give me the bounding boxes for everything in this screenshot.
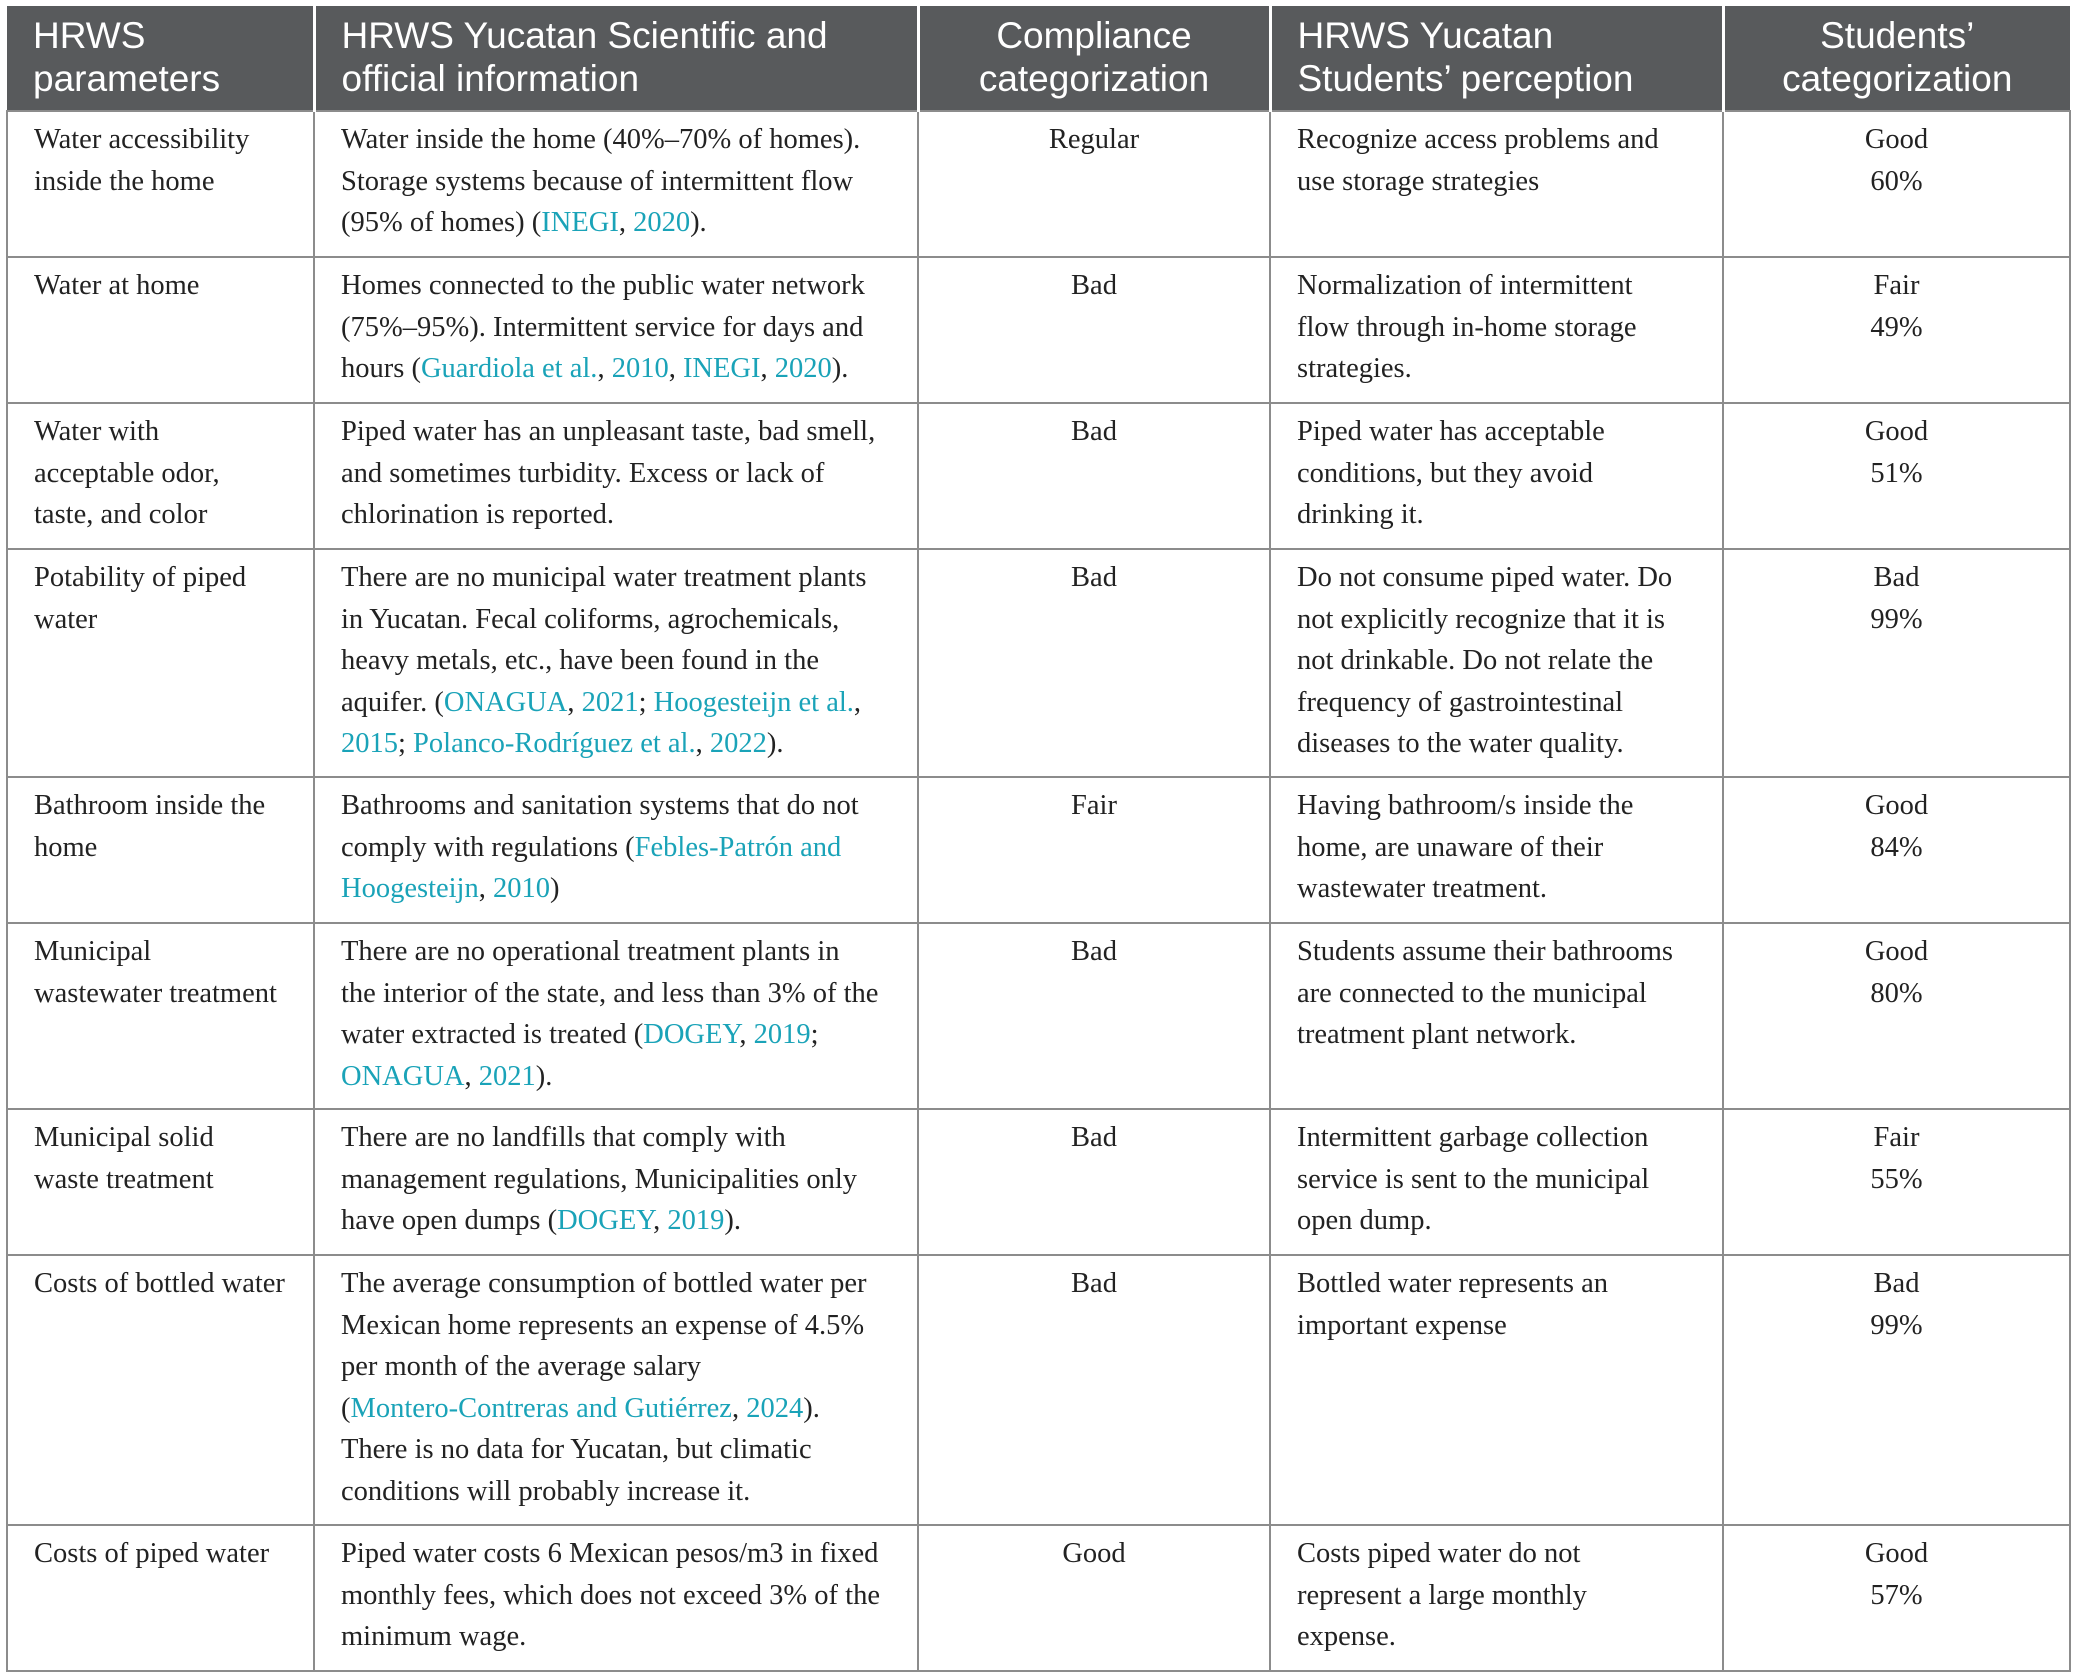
citation-link[interactable]: 2020 bbox=[633, 207, 691, 238]
citation-link[interactable]: 2015 bbox=[341, 728, 398, 759]
perception-cell: Having bathroom/s inside the home, are unaware of their wastewater treatment. bbox=[1270, 777, 1723, 923]
compliance-cell: Bad bbox=[918, 257, 1270, 403]
compliance-cell: Bad bbox=[918, 1255, 1270, 1525]
student-category-cell: Bad 99% bbox=[1723, 549, 2070, 777]
citation-link[interactable]: Montero-Contreras and Gutiérrez bbox=[350, 1392, 732, 1424]
citation-link[interactable]: Hoogesteijn bbox=[341, 873, 479, 904]
citation-link[interactable]: Guardiola et al. bbox=[420, 353, 598, 384]
citation-link[interactable]: ONAGUA bbox=[443, 686, 568, 718]
table-row bbox=[7, 1255, 2070, 1525]
citation-link[interactable]: 2021 bbox=[478, 1060, 536, 1092]
student-category-cell: Bad 99% bbox=[1723, 1255, 2070, 1525]
compliance-cell: Bad bbox=[918, 1109, 1270, 1255]
compliance-cell: Good bbox=[918, 1525, 1270, 1671]
perception-cell: Normalization of intermittent flow through in-home storage strategies. bbox=[1270, 257, 1723, 403]
parameter-cell: Potability of piped water bbox=[7, 549, 314, 777]
info-cell: There are no municipal water treatment plants in Yucatan. Fecal coliforms, agrochemicals, heavy metals, etc., have been found in the aquifer. (ONAGUA, 2021; Hoogesteijn et al., 2015; Polanco-Rodríguez et al., 2022). bbox=[314, 549, 918, 777]
table-row bbox=[7, 1525, 2070, 1671]
header-scientific-official-info: HRWS Yucatan Scientific and official information bbox=[314, 6, 918, 111]
citation-link[interactable]: ONAGUA bbox=[341, 1060, 465, 1092]
table-row bbox=[7, 111, 2070, 257]
info-cell: Piped water has an unpleasant taste, bad smell, and sometimes turbidity. Excess or lack of chlorination is reported. bbox=[314, 403, 918, 549]
citation-link[interactable]: 2022 bbox=[709, 728, 767, 759]
perception-cell: Do not consume piped water. Do not explicitly recognize that it is not drinkable. Do not relate the frequency of gastrointestinal diseases to the water quality. bbox=[1270, 549, 1723, 777]
parameter-cell: Municipal solid waste treatment bbox=[7, 1109, 314, 1255]
citation-link[interactable]: 2020 bbox=[774, 353, 832, 384]
info-cell: Homes connected to the public water network (75%–95%). Intermittent service for days and hours (Guardiola et al., 2010, INEGI, 2020). bbox=[314, 257, 918, 403]
table-row bbox=[7, 549, 2070, 777]
perception-cell: Piped water has acceptable conditions, but they avoid drinking it. bbox=[1270, 403, 1723, 549]
table-row bbox=[7, 777, 2070, 923]
citation-link[interactable]: Hoogesteijn et al. bbox=[653, 686, 854, 718]
table-row bbox=[7, 923, 2070, 1109]
citation-link[interactable]: DOGEY bbox=[557, 1205, 654, 1236]
parameter-cell: Bathroom inside the home bbox=[7, 777, 314, 923]
citation-link[interactable]: 2019 bbox=[667, 1205, 725, 1236]
citation-link[interactable]: Polanco-Rodríguez et al. bbox=[413, 728, 696, 759]
compliance-cell: Regular bbox=[918, 111, 1270, 257]
header-compliance-categorization: Compliance categorization bbox=[918, 6, 1270, 111]
citation-link[interactable]: DOGEY bbox=[643, 1019, 740, 1050]
student-category-cell: Good 60% bbox=[1723, 111, 2070, 257]
citation-link[interactable]: INEGI bbox=[541, 207, 619, 238]
info-cell: There are no landfills that comply with management regulations, Municipalities only have open dumps (DOGEY, 2019). bbox=[314, 1109, 918, 1255]
student-category-cell: Good 57% bbox=[1723, 1525, 2070, 1671]
perception-cell: Students assume their bathrooms are connected to the municipal treatment plant network. bbox=[1270, 923, 1723, 1109]
student-category-cell: Good 80% bbox=[1723, 923, 2070, 1109]
perception-cell: Bottled water represents an important expense bbox=[1270, 1255, 1723, 1525]
info-cell: There are no operational treatment plants in the interior of the state, and less than 3% of the water extracted is treated (DOGEY, 2019; ONAGUA, 2021). bbox=[314, 923, 918, 1109]
info-cell: Water inside the home (40%–70% of homes). Storage systems because of intermittent flow (95% of homes) (INEGI, 2020). bbox=[314, 111, 918, 257]
header-students-perception: HRWS Yucatan Students’ perception bbox=[1270, 6, 1723, 111]
student-category-cell: Good 84% bbox=[1723, 777, 2070, 923]
hrws-table bbox=[6, 6, 2071, 1672]
info-cell: Piped water costs 6 Mexican pesos/m3 in fixed monthly fees, which does not exceed 3% of the minimum wage. bbox=[314, 1525, 918, 1671]
parameter-cell: Water accessibility inside the home bbox=[7, 111, 314, 257]
parameter-cell: Water with acceptable odor, taste, and color bbox=[7, 403, 314, 549]
table-row bbox=[7, 403, 2070, 549]
student-category-cell: Good 51% bbox=[1723, 403, 2070, 549]
citation-link[interactable]: Febles-Patrón and bbox=[634, 831, 842, 863]
parameter-cell: Municipal wastewater treatment bbox=[7, 923, 314, 1109]
header-students-categorization: Students’ categorization bbox=[1723, 6, 2070, 111]
compliance-cell: Bad bbox=[918, 923, 1270, 1109]
citation-link[interactable]: INEGI bbox=[682, 353, 761, 384]
citation-link[interactable]: 2021 bbox=[581, 686, 639, 718]
header-hrws-parameters: HRWS parameters bbox=[7, 6, 314, 111]
table-row bbox=[7, 1109, 2070, 1255]
perception-cell: Costs piped water do not represent a large monthly expense. bbox=[1270, 1525, 1723, 1671]
table-row bbox=[7, 257, 2070, 403]
student-category-cell: Fair 49% bbox=[1723, 257, 2070, 403]
citation-link[interactable]: 2024 bbox=[746, 1392, 804, 1424]
header-row bbox=[7, 6, 2070, 111]
parameter-cell: Costs of piped water bbox=[7, 1525, 314, 1671]
compliance-cell: Bad bbox=[918, 403, 1270, 549]
citation-link[interactable]: 2010 bbox=[611, 353, 669, 384]
info-cell: The average consumption of bottled water per Mexican home represents an expense of 4.5% per month of the average salary (Montero-Contreras and Gutiérrez, 2024). There is no data for Yucatan, but climatic conditions will probably increase it. bbox=[314, 1255, 918, 1525]
compliance-cell: Bad bbox=[918, 549, 1270, 777]
perception-cell: Recognize access problems and use storage strategies bbox=[1270, 111, 1723, 257]
citation-link[interactable]: 2010 bbox=[492, 873, 550, 904]
info-cell: Bathrooms and sanitation systems that do not comply with regulations (Febles-Patrón and Hoogesteijn, 2010) bbox=[314, 777, 918, 923]
citation-link[interactable]: 2019 bbox=[753, 1019, 811, 1050]
perception-cell: Intermittent garbage collection service is sent to the municipal open dump. bbox=[1270, 1109, 1723, 1255]
parameter-cell: Costs of bottled water bbox=[7, 1255, 314, 1525]
parameter-cell: Water at home bbox=[7, 257, 314, 403]
compliance-cell: Fair bbox=[918, 777, 1270, 923]
student-category-cell: Fair 55% bbox=[1723, 1109, 2070, 1255]
